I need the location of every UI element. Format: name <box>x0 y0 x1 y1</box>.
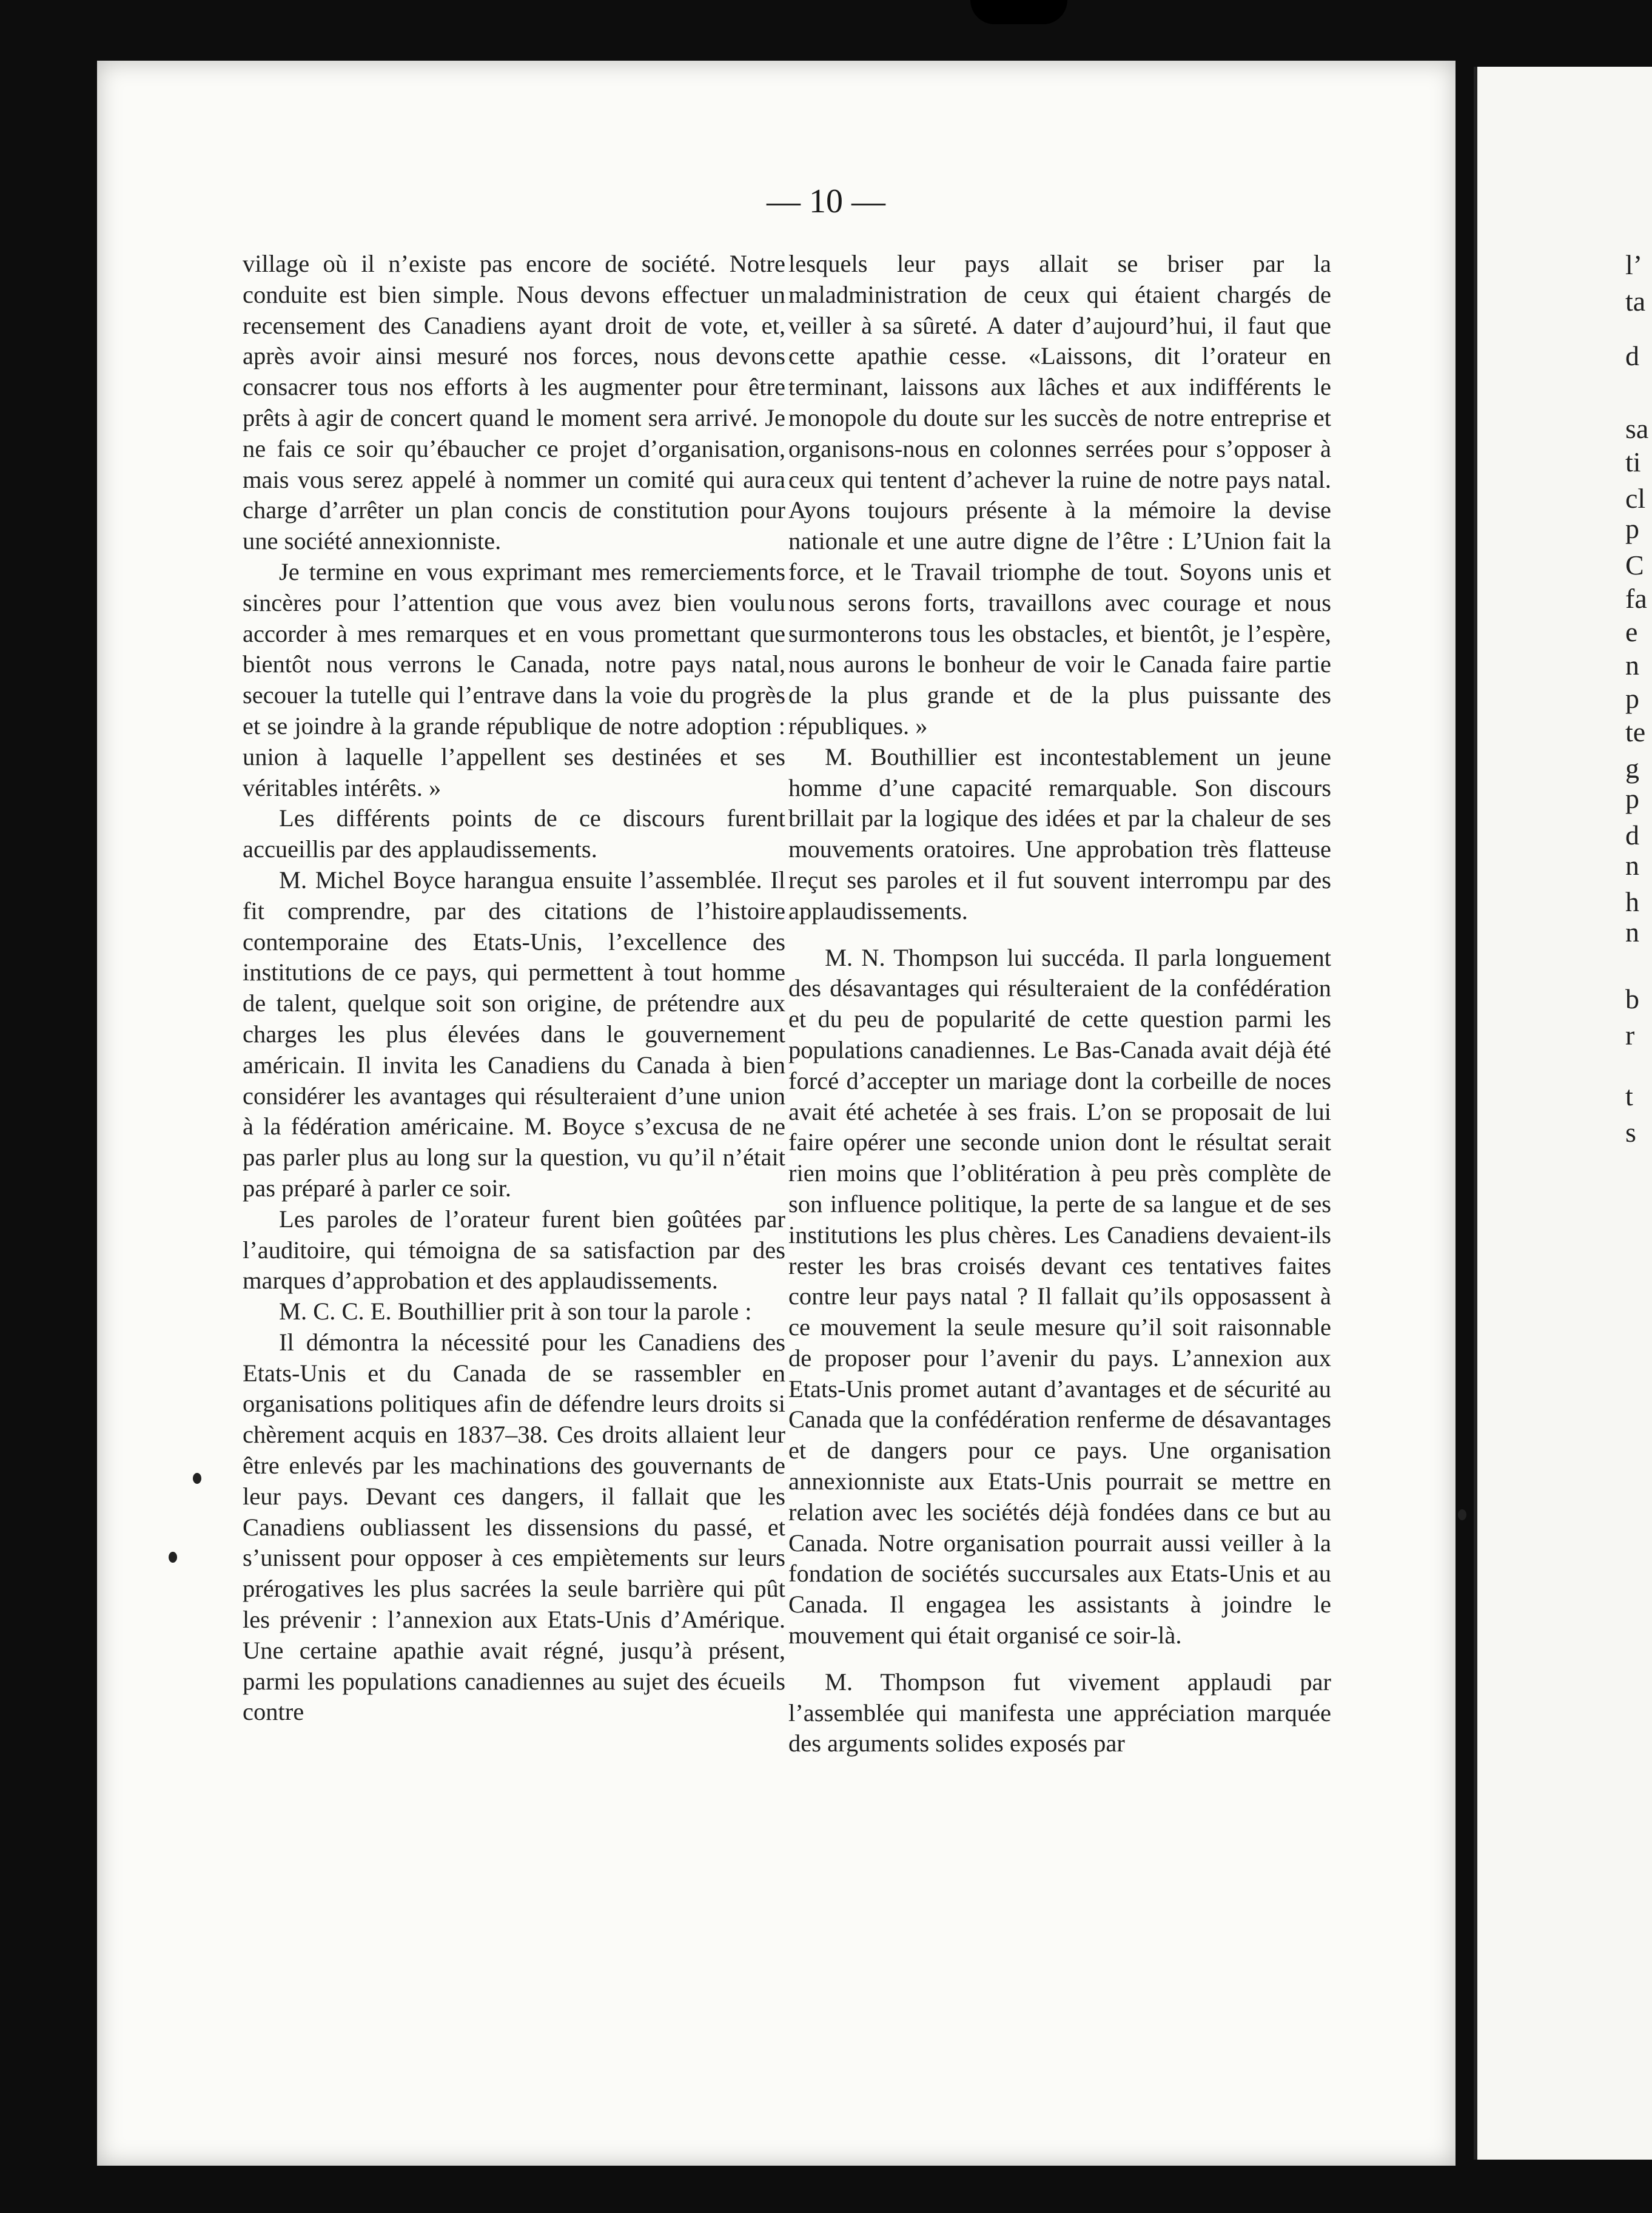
paragraph: lesquels leur pays allait se briser par la maladministration de ceux qui étaient chargés de veiller à sa sûreté. A dater d’aujourd’hui, il faut que cette apathie cesse. «Laissons, dit l’orateur en terminant, laissons aux lâches et aux indifférents le monopole du doute sur les succès de notre entreprise et organisons-nous en colonnes serrées pour s’opposer à ceux qui tentent d’achever la ruine de notre pays natal. Ayons toujours présente à la mémoire la devise nationale et une autre digne de l’être : L’Union fait la force, et le Travail triomphe de tout. Soyons unis et nous serons forts, travaillons avec courage et nous surmonterons tous les obstacles, et bientôt, je l’espère, nous aurons le bonheur de voir le Canada faire partie de la plus grande et de la plus puissante des républiques. » <box>788 250 1331 739</box>
facing-page-fragment: g <box>1625 753 1639 784</box>
ink-speck <box>193 1473 201 1484</box>
facing-page-fragment: C <box>1625 550 1644 581</box>
facing-page-fragment: n <box>1625 850 1639 881</box>
facing-page-fragment: te <box>1625 716 1646 747</box>
facing-page-fragment: h <box>1625 886 1639 917</box>
paragraph: Les différents points de ce discours furent accueillis par des applaudissements. <box>243 804 785 863</box>
facing-page-fragment: ta <box>1625 286 1646 317</box>
text-column-right <box>788 249 1331 1759</box>
facing-page-fragment: ti <box>1625 446 1641 477</box>
paragraph: M. Thompson fut vivement applaudi par l’assemblée qui manifesta une appréciation marquée des arguments solides exposés par <box>788 1668 1331 1757</box>
paragraph: village où il n’existe pas encore de société. Notre conduite est bien simple. Nous devons effectuer un recensement des Canadiens ayant droit de vote, et, après avoir ainsi mesuré nos forces, nous devons consacrer tous nos efforts à les augmenter pour être prêts à agir de concert quand le moment sera arrivé. Je ne fais ce soir qu’ébaucher ce projet d’organisation, mais vous serez appelé à nommer un comité qui aura charge d’arrêter un plan concis de constitution pour une société annexionniste. <box>243 250 785 555</box>
facing-page-fragment: d <box>1625 820 1639 851</box>
paragraph: M. C. C. E. Bouthillier prit à son tour la parole : <box>279 1298 752 1325</box>
facing-page-fragment: n <box>1625 917 1639 948</box>
facing-page-fragment: b <box>1625 983 1639 1014</box>
text-column-left <box>243 249 785 1728</box>
facing-page-fragment: sa <box>1625 413 1649 444</box>
facing-page-fragment: cl <box>1625 483 1646 514</box>
facing-page-fragment: p <box>1625 683 1639 714</box>
facing-page-fragment: e <box>1625 616 1638 647</box>
ink-blot <box>970 0 1067 24</box>
facing-page-fragment: l’ <box>1625 249 1643 280</box>
paragraph: Je termine en vous exprimant mes remerciements sincères pour l’attention que vous avez bien voulu accorder à mes remarques et en vous promettant que bientôt nous verrons le Canada, notre pays natal, secouer la tutelle qui l’entrave dans la voie du progrès et se joindre à la grande république de notre adoption : union à laquelle l’appellent ses destinées et ses véritables intérêts. » <box>243 557 785 801</box>
facing-page-fragment: p <box>1625 513 1639 544</box>
facing-page-fragment: n <box>1625 650 1639 681</box>
facing-page-fragment: d <box>1625 340 1639 371</box>
paragraph: M. N. Thompson lui succéda. Il parla longuement des désavantages qui résulteraient de la confédération et du peu de popularité de cette question parmi les populations canadiennes. Le Bas-Canada avait déjà été forcé d’accepter un mariage dont la corbeille de noces avait été achetée à ses frais. L’on se proposait de lui faire opérer une seconde union dont le résultat serait rien moins que l’oblitération à peu près complète de son influence politique, la perte de sa langue et de ses institutions les plus chères. Les Canadiens devaient-ils rester les bras croisés devant ces tentatives faites contre leur pays natal ? Il fallait qu’ils opposassent à ce mouvement la seule mesure qu’il soit raisonnable de proposer pour l’avenir du pays. L’annexion aux Etats-Unis promet autant d’avantages et de sécurité au Canada que la confédération renferme de désavantages et de dangers pour ce pays. Une organisation annexionniste aux Etats-Unis pourrait se mettre en relation avec les sociétés déjà fondées dans ce but au Canada. Notre organisation pourrait aussi veiller à la fondation de sociétés succursales aux Etats-Unis et au Canada. Il engagea les assistants à joindre le mouvement qui était organisé ce soir-là. <box>788 943 1331 1649</box>
paragraph: Les paroles de l’orateur furent bien goûtées par l’auditoire, qui témoigna de sa satisfaction par des marques d’approbation et des applaudissements. <box>243 1205 785 1295</box>
paragraph: Il démontra la nécessité pour les Canadiens des Etats-Unis et du Canada de se rassembler en organisations politiques afin de défendre leurs droits si chèrement acquis en 1837–38. Ces droits allaient leur être enlevés par les machinations des gouvernants de leur pays. Devant ces dangers, il fallait que les Canadiens oubliassent les dissensions du passé, et s’unissent pour opposer à ces empiètements sur leurs prérogatives les plus sacrées la seule barrière qui pût les prévenir : l’annexion aux Etats-Unis d’Amérique. Une certaine apathie avait régné, jusqu’à présent, parmi les populations canadiennes au sujet des écueils contre <box>243 1328 785 1726</box>
facing-page-fragment: fa <box>1625 583 1647 614</box>
page-number: — 10 — <box>767 183 885 220</box>
facing-page-fragment: s <box>1625 1117 1636 1148</box>
paragraph: M. Michel Boyce harangua ensuite l’assemblée. Il fit comprendre, par des citations de l’histoire contemporaine des Etats-Unis, l’excellence des institutions de ce pays, qui permettent à tout homme de talent, quelque soit son origine, de prétendre aux charges les plus élevées dans le gouvernement américain. Il invita les Canadiens du Canada à bien considérer les avantages qui résulteraient d’une union à la fédération américaine. M. Boyce s’excusa de ne pas parler plus au long sur la question, vu qu’il n’était pas préparé à parler ce soir. <box>243 866 785 1202</box>
facing-page-fragment: t <box>1625 1080 1633 1111</box>
facing-page-fragment: r <box>1625 1020 1635 1051</box>
ink-speck <box>1458 1509 1466 1520</box>
paragraph: M. Bouthillier est incontestablement un jeune homme d’une capacité remarquable. Son discours brillait par la logique des idées et par la chaleur de ses mouvements oratoires. Une approbation très flatteuse reçut ses paroles et il fut souvent interrompu par des applaudissements. <box>788 743 1331 925</box>
facing-page-fragment: p <box>1625 783 1639 814</box>
ink-speck <box>169 1552 177 1563</box>
facing-page-edge <box>1474 67 1652 2160</box>
